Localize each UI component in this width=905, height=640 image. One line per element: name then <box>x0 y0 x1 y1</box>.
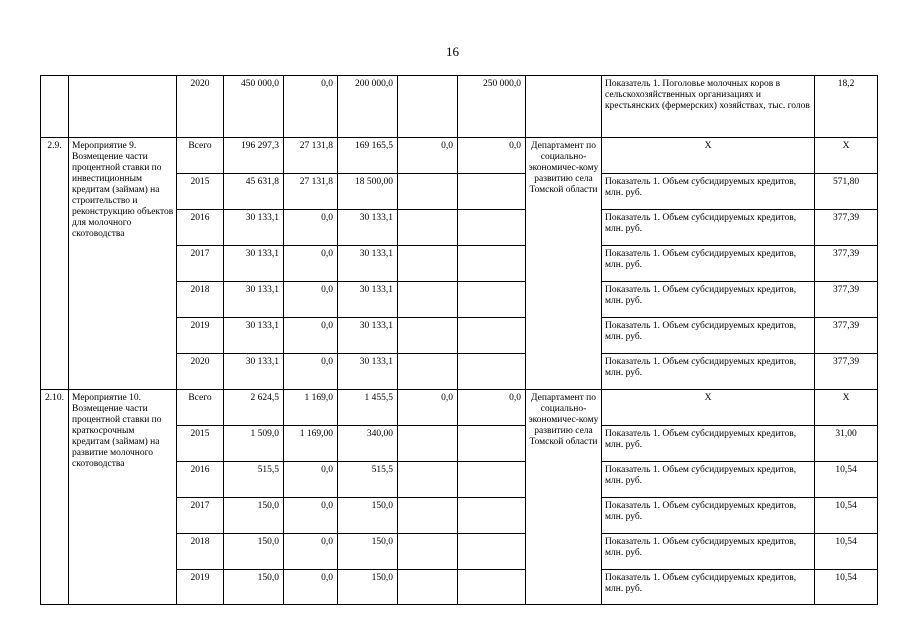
cell-year: 2018 <box>177 282 224 318</box>
cell-other <box>458 210 526 246</box>
cell-year: 2016 <box>177 462 224 498</box>
cell-executor: Департамент по социально-экономичес-кому развитию села Томской области <box>526 138 602 390</box>
cell-regional: 30 133,1 <box>338 246 398 282</box>
cell-local <box>398 210 458 246</box>
cell-year: Всего <box>177 138 224 174</box>
cell-other <box>458 318 526 354</box>
cell-other <box>458 570 526 605</box>
table-row <box>41 138 878 174</box>
cell-regional: 200 000,0 <box>338 76 398 138</box>
cell-indicator-value: 18,2 <box>815 76 878 138</box>
cell-indicator: Показатель 1. Объем субсидируемых кредитов, млн. руб. <box>602 174 815 210</box>
cell-regional: 150,0 <box>338 534 398 570</box>
cell-local <box>398 318 458 354</box>
cell-federal: 0,0 <box>284 354 338 390</box>
cell-federal: 0,0 <box>284 462 338 498</box>
cell-indicator-value: 10,54 <box>815 570 878 605</box>
cell-regional: 1 455,5 <box>338 390 398 426</box>
cell-indicator: Показатель 1. Объем субсидируемых кредитов, млн. руб. <box>602 318 815 354</box>
table-row-continuation <box>41 76 878 138</box>
cell-number: 2.10. <box>41 390 69 605</box>
cell-local: 0,0 <box>398 138 458 174</box>
cell-indicator-value: 31,00 <box>815 426 878 462</box>
cell-federal: 0,0 <box>284 570 338 605</box>
cell-indicator: Показатель 1. Объем субсидируемых кредитов, млн. руб. <box>602 354 815 390</box>
cell-local <box>398 246 458 282</box>
cell-regional: 515,5 <box>338 462 398 498</box>
cell-total: 450 000,0 <box>224 76 284 138</box>
cell-regional: 30 133,1 <box>338 282 398 318</box>
program-table <box>40 75 878 605</box>
cell-total: 196 297,3 <box>224 138 284 174</box>
cell-year: 2019 <box>177 570 224 605</box>
cell-other <box>458 354 526 390</box>
cell-other <box>458 462 526 498</box>
cell-other <box>458 534 526 570</box>
cell-indicator-value: 377,39 <box>815 318 878 354</box>
table-body <box>41 76 878 605</box>
cell-indicator: Х <box>602 138 815 174</box>
cell-local <box>398 498 458 534</box>
cell-indicator: Показатель 1. Объем субсидируемых кредитов, млн. руб. <box>602 246 815 282</box>
cell-federal: 0,0 <box>284 246 338 282</box>
cell-total: 30 133,1 <box>224 246 284 282</box>
cell-year: Всего <box>177 390 224 426</box>
cell-year: 2019 <box>177 318 224 354</box>
cell-other <box>458 498 526 534</box>
cell-other: 0,0 <box>458 390 526 426</box>
cell-local <box>398 354 458 390</box>
cell-other <box>458 246 526 282</box>
cell-total: 150,0 <box>224 570 284 605</box>
cell-regional: 150,0 <box>338 498 398 534</box>
cell-total: 30 133,1 <box>224 282 284 318</box>
cell-year: 2017 <box>177 498 224 534</box>
cell-other <box>458 174 526 210</box>
cell-other: 0,0 <box>458 138 526 174</box>
cell-indicator-value: 10,54 <box>815 534 878 570</box>
cell-year: 2017 <box>177 246 224 282</box>
cell-federal: 0,0 <box>284 76 338 138</box>
cell-total: 45 631,8 <box>224 174 284 210</box>
cell-indicator-value: 10,54 <box>815 498 878 534</box>
cell-year: 2020 <box>177 76 224 138</box>
cell-indicator-value: Х <box>815 390 878 426</box>
cell-federal: 0,0 <box>284 318 338 354</box>
cell-total: 150,0 <box>224 498 284 534</box>
cell-federal: 27 131,8 <box>284 138 338 174</box>
cell-local <box>398 570 458 605</box>
table-row <box>41 390 878 426</box>
cell-federal: 0,0 <box>284 282 338 318</box>
page-number: 16 <box>446 44 459 59</box>
cell-regional: 30 133,1 <box>338 318 398 354</box>
cell-indicator: Х <box>602 390 815 426</box>
cell-indicator-value: 377,39 <box>815 282 878 318</box>
cell-federal: 27 131,8 <box>284 174 338 210</box>
cell-year: 2016 <box>177 210 224 246</box>
cell-local <box>398 534 458 570</box>
cell-executor: Департамент по социально-экономичес-кому развитию села Томской области <box>526 390 602 605</box>
cell-number: 2.9. <box>41 138 69 390</box>
cell-indicator: Показатель 1. Объем субсидируемых кредитов, млн. руб. <box>602 426 815 462</box>
cell-federal: 0,0 <box>284 534 338 570</box>
cell-other: 250 000,0 <box>458 76 526 138</box>
cell-total: 30 133,1 <box>224 354 284 390</box>
cell-regional: 150,0 <box>338 570 398 605</box>
cell-indicator-value: 377,39 <box>815 246 878 282</box>
cell-local <box>398 426 458 462</box>
cell-regional: 30 133,1 <box>338 354 398 390</box>
cell-federal: 1 169,00 <box>284 426 338 462</box>
cell-local <box>398 174 458 210</box>
cell-local <box>398 76 458 138</box>
cell-federal: 1 169,0 <box>284 390 338 426</box>
cell-indicator-value: 10,54 <box>815 462 878 498</box>
cell-name <box>69 76 177 138</box>
cell-local <box>398 462 458 498</box>
cell-indicator: Показатель 1. Объем субсидируемых кредитов, млн. руб. <box>602 282 815 318</box>
cell-indicator-value: 377,39 <box>815 210 878 246</box>
cell-total: 2 624,5 <box>224 390 284 426</box>
cell-local <box>398 282 458 318</box>
cell-year: 2020 <box>177 354 224 390</box>
cell-total: 30 133,1 <box>224 210 284 246</box>
cell-name: Мероприятие 10. Возмещение части процентной ставки по краткосрочным кредитам (займам) на развитие молочного скотоводства <box>69 390 177 605</box>
cell-local: 0,0 <box>398 390 458 426</box>
cell-federal: 0,0 <box>284 498 338 534</box>
cell-regional: 18 500,00 <box>338 174 398 210</box>
cell-number <box>41 76 69 138</box>
cell-year: 2015 <box>177 174 224 210</box>
cell-regional: 340,00 <box>338 426 398 462</box>
cell-federal: 0,0 <box>284 210 338 246</box>
cell-name: Мероприятие 9. Возмещение части процентной ставки по инвестиционным кредитам (займам) на строительство и реконструкцию объектов для молочного скотоводства <box>69 138 177 390</box>
cell-total: 1 509,0 <box>224 426 284 462</box>
cell-indicator: Показатель 1. Объем субсидируемых кредитов, млн. руб. <box>602 570 815 605</box>
cell-indicator: Показатель 1. Объем субсидируемых кредитов, млн. руб. <box>602 210 815 246</box>
cell-indicator-value: 377,39 <box>815 354 878 390</box>
cell-total: 515,5 <box>224 462 284 498</box>
cell-total: 30 133,1 <box>224 318 284 354</box>
cell-total: 150,0 <box>224 534 284 570</box>
cell-year: 2018 <box>177 534 224 570</box>
cell-indicator-value: Х <box>815 138 878 174</box>
cell-indicator: Показатель 1. Объем субсидируемых кредитов, млн. руб. <box>602 462 815 498</box>
cell-indicator: Показатель 1. Объем субсидируемых кредитов, млн. руб. <box>602 498 815 534</box>
cell-year: 2015 <box>177 426 224 462</box>
cell-other <box>458 426 526 462</box>
cell-executor <box>526 76 602 138</box>
cell-indicator: Показатель 1. Объем субсидируемых кредитов, млн. руб. <box>602 534 815 570</box>
cell-regional: 169 165,5 <box>338 138 398 174</box>
cell-regional: 30 133,1 <box>338 210 398 246</box>
cell-indicator: Показатель 1. Поголовье молочных коров в сельскохозяйственных организациях и крестьянских (фермерских) хозяйствах, тыс. голов <box>602 76 815 138</box>
cell-other <box>458 282 526 318</box>
cell-indicator-value: 571,80 <box>815 174 878 210</box>
